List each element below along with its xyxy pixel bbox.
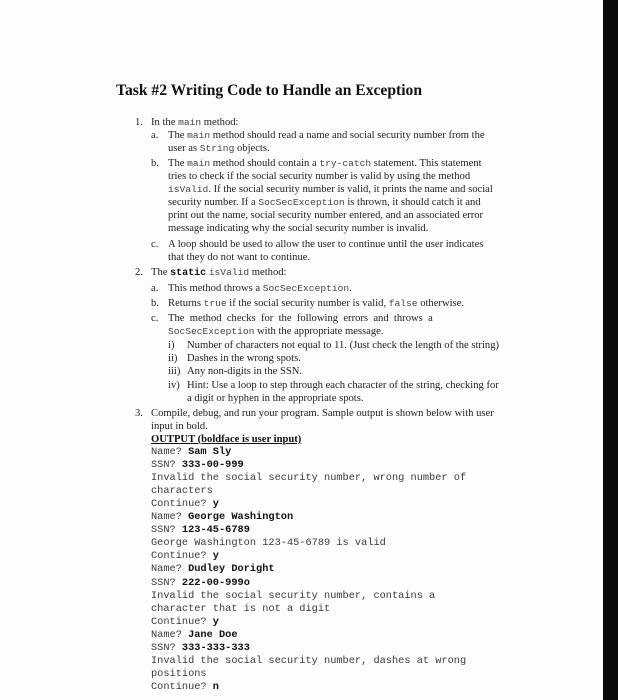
item-2c-ii-marker: ii) (168, 353, 178, 364)
item-1b-line-3: isValid. If the social security number is valid, it prints the name and social (168, 184, 493, 195)
output-text: Continue? (151, 681, 213, 693)
output-text: Continue? (151, 498, 213, 510)
item-2a-line-1: This method throws a SocSecException. (168, 283, 352, 294)
item-2c-iii-text: Any non-digits in the SSN. (187, 366, 303, 377)
output-line (151, 524, 250, 537)
item-2-intro: The static isValid method: (151, 267, 287, 279)
output-heading: OUTPUT (boldface is user input) (151, 434, 302, 445)
item-1b-line-4: security number. If a SocSecException is thrown, it should catch it and (168, 197, 481, 208)
item-2b-marker: b. (151, 298, 159, 309)
item-1b-line-2: tries to check if the social security number is valid by using the method (168, 171, 471, 182)
item-1a-marker: a. (151, 130, 159, 141)
item-1c-line-2: that they do not want to continue. (168, 252, 311, 263)
item-2c-line-1: The method checks for the following errors and throws a (168, 313, 433, 324)
output-text: Invalid the social security number, wrong number of (151, 472, 467, 484)
user-input: 333-333-333 (181, 642, 250, 654)
item-1b-line-5: print out the name, social security number entered, and an associated error (168, 210, 484, 221)
item-1a-line-2: user as String objects. (168, 143, 270, 154)
output-line (151, 459, 244, 472)
output-line (151, 511, 293, 524)
output-line (151, 498, 219, 511)
output-line (151, 577, 250, 590)
item-3-line-2: input in bold. (151, 421, 208, 432)
output-line (151, 563, 275, 576)
item-2c-ii-text: Dashes in the wrong spots. (187, 353, 301, 364)
output-line (151, 590, 435, 603)
user-input: y (212, 498, 219, 510)
output-line (151, 537, 386, 550)
output-line (151, 603, 330, 616)
item-1c-line-1: A loop should be used to allow the user to continue until the user indicates (168, 239, 484, 250)
item-2a-marker: a. (151, 283, 159, 294)
output-text: George Washington 123-45-6789 is valid (151, 537, 386, 549)
item-2b-line-1: Returns true if the social security number is valid, false otherwise. (168, 298, 465, 309)
item-2c-i-text: Number of characters not equal to 11. (Just check the length of the string) (187, 340, 500, 351)
item-2-number: 2. (135, 267, 143, 278)
user-input: Jane Doe (188, 629, 238, 641)
output-text: Name? (151, 446, 189, 458)
item-1-intro: In the main method: (151, 117, 239, 128)
screen-edge (603, 0, 618, 700)
output-line (151, 681, 219, 694)
item-2c-line-2: SocSecException with the appropriate message. (168, 326, 384, 337)
item-3-number: 3. (135, 408, 143, 419)
item-2c-iv-line-2: a digit or hyphen in the appropriate spots. (187, 393, 364, 404)
output-text: Name? (151, 563, 189, 575)
item-1b-marker: b. (151, 158, 159, 169)
user-input: n (212, 681, 219, 693)
item-2c-i-marker: i) (168, 340, 175, 351)
output-line (151, 642, 250, 655)
output-text: Invalid the social security number, dashes at wrong (151, 655, 467, 667)
item-1-number: 1. (135, 117, 143, 128)
user-input: Sam Sly (188, 446, 232, 458)
output-line (151, 550, 219, 563)
item-1a-line-1: The main method should read a name and social security number from the (168, 130, 485, 141)
output-text: Name? (151, 629, 189, 641)
user-input: 123-45-6789 (181, 524, 250, 536)
output-text: SSN? (151, 577, 182, 589)
output-text: Continue? (151, 616, 213, 628)
item-2c-marker: c. (151, 313, 159, 324)
output-text: positions (151, 668, 207, 680)
output-line (151, 446, 231, 459)
output-text: Name? (151, 511, 189, 523)
output-line (151, 472, 466, 485)
output-line (151, 485, 213, 498)
item-2c-iv-line-1: Hint: Use a loop to step through each character of the string, checking for (187, 380, 499, 391)
output-text: characters (151, 485, 213, 497)
output-text: SSN? (151, 524, 182, 536)
item-3-line-1: Compile, debug, and run your program. Sample output is shown below with user (151, 408, 494, 419)
user-input: 333-00-999 (181, 459, 244, 471)
output-text: Continue? (151, 550, 213, 562)
item-1c-marker: c. (151, 239, 159, 250)
output-text: SSN? (151, 642, 182, 654)
output-text: SSN? (151, 459, 182, 471)
user-input: Dudley Doright (188, 563, 275, 575)
user-input: y (212, 616, 219, 628)
output-text: character that is not a digit (151, 603, 331, 615)
task-title: Task #2 Writing Code to Handle an Exception (116, 82, 423, 99)
output-line (151, 616, 219, 629)
output-text: Invalid the social security number, contains a (151, 590, 436, 602)
user-input: y (212, 550, 219, 562)
user-input: 222-00-999o (181, 577, 250, 589)
item-2c-iii-marker: iii) (168, 366, 181, 377)
output-line (151, 629, 238, 642)
item-1b-line-6: message indicating why the social security number is invalid. (168, 223, 429, 234)
user-input: George Washington (188, 511, 294, 523)
item-1b-line-1: The main method should contain a try-catch statement. This statement (168, 158, 482, 169)
item-2c-iv-marker: iv) (168, 380, 180, 391)
output-line (151, 655, 466, 668)
output-line (151, 668, 207, 681)
